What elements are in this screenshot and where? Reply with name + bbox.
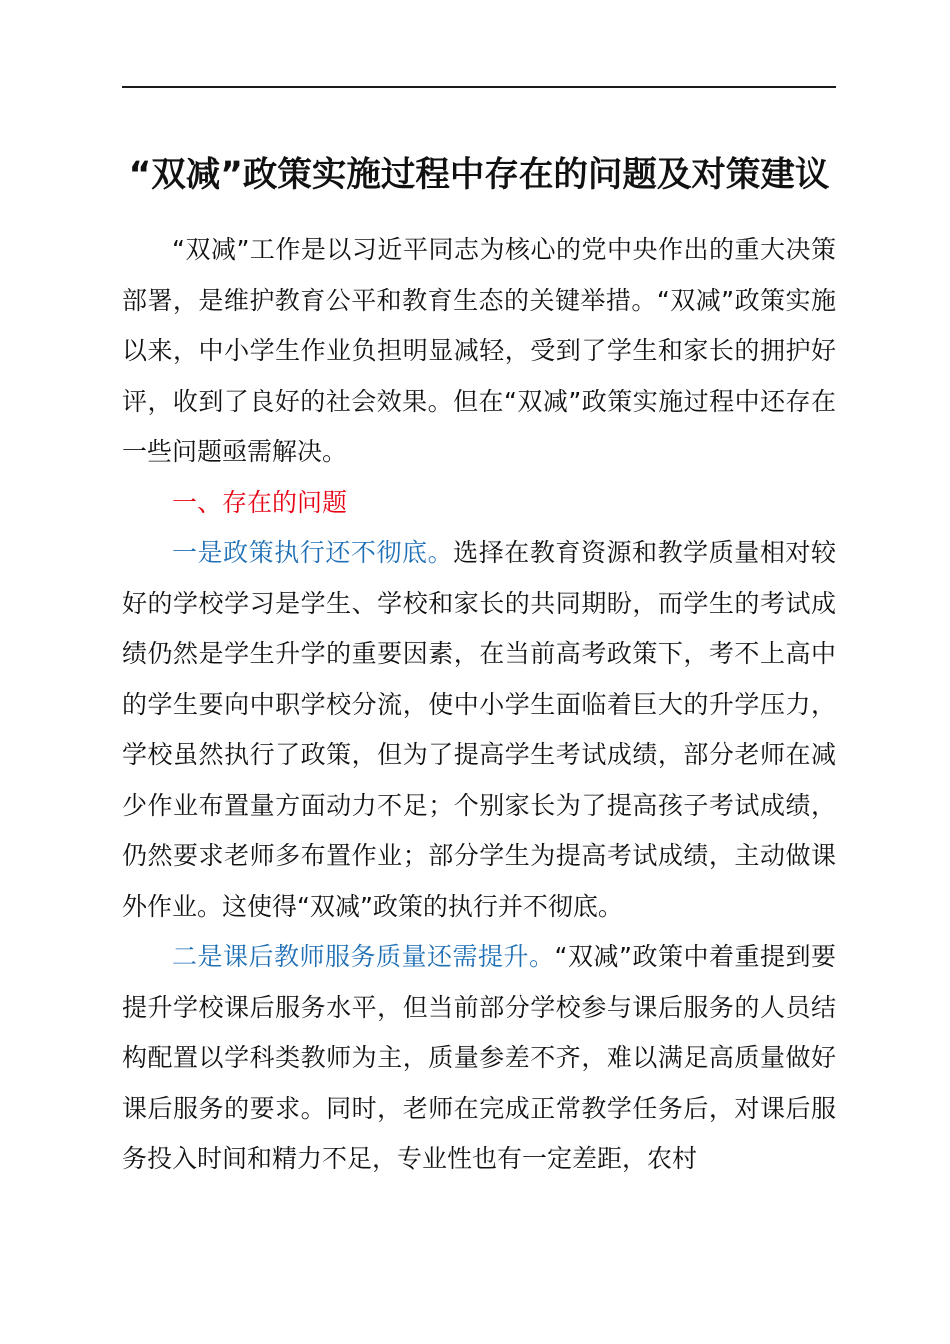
document-title: “双减”政策实施过程中存在的问题及对策建议 <box>128 155 830 195</box>
document-body <box>122 225 836 1185</box>
point-body-2: “双减”政策中着重提到要提升学校课后服务水平，但当前部分学校参与课后服务的人员结构配置以学科类教师为主，质量参差不齐，难以满足高质量做好课后服务的要求。同时，老师在完成正常教学任务后，对课后服务投入时间和精力不足，专业性也有一定差距，农村 <box>122 942 836 1173</box>
point-lead-1: 一是政策执行还不彻底。 <box>172 538 454 567</box>
point-lead-2: 二是课后教师服务质量还需提升。 <box>172 942 555 971</box>
point-paragraph-1 <box>122 528 836 932</box>
point-body-1: 选择在教育资源和教学质量相对较好的学校学习是学生、学校和家长的共同期盼，而学生的考试成绩仍然是学生升学的重要因素，在当前高考政策下，考不上高中的学生要向中职学校分流，使中小学生面临着巨大的升学压力，学校虽然执行了政策，但为了提高学生考试成绩，部分老师在减少作业布置量方面动力不足；个别家长为了提高孩子考试成绩，仍然要求老师多布置作业；部分学生为提高考试成绩，主动做课外作业。这使得“双减”政策的执行并不彻底。 <box>122 538 836 921</box>
section-heading-problems: 一、存在的问题 <box>172 487 348 517</box>
intro-paragraph: “双减”工作是以习近平同志为核心的党中央作出的重大决策部署，是维护教育公平和教育生态的关键举措。“双减”政策实施以来，中小学生作业负担明显减轻，受到了学生和家长的拥护好评，收到了良好的社会效果。但在“双减”政策实施过程中还存在一些问题亟需解决。 <box>122 235 836 466</box>
point-paragraph-2 <box>122 932 836 1185</box>
header-rule <box>122 86 836 88</box>
